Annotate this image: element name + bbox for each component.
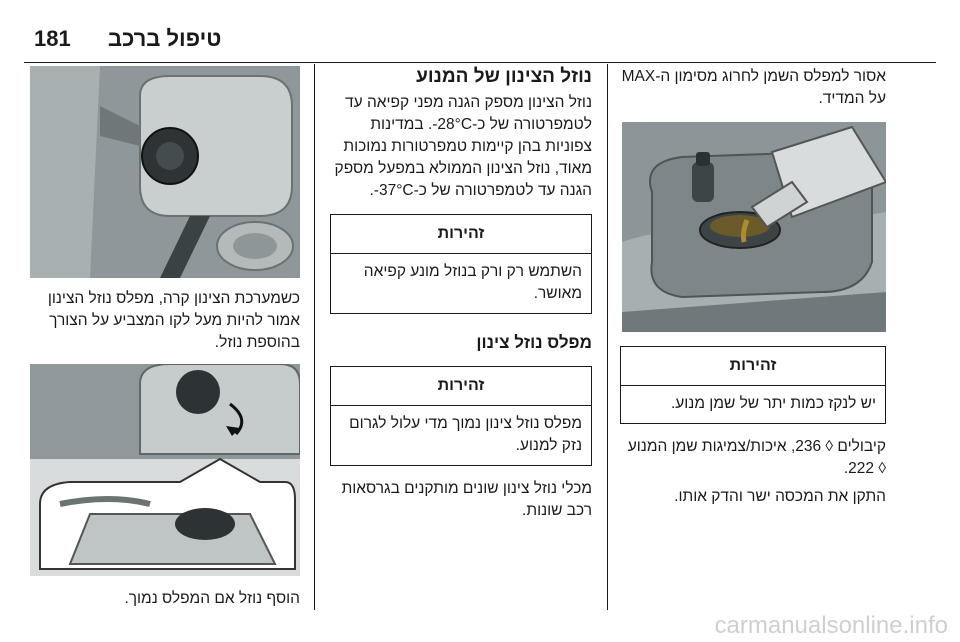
- capacity-reference-text[interactable]: קיבולים ◊ 236, איכות/צמיגות שמן המנוע ◊ 222.: [627, 438, 886, 477]
- site-watermark: carmanualsonline.info: [714, 612, 948, 639]
- chapter-title: טיפול ברכב: [108, 26, 222, 51]
- oil-notice-body: יש לנקז כמות יתר של שמן מנוע.: [670, 395, 876, 412]
- oil-max-text: אסור למפלס השמן לחרוג מסימון ה-MAX על המדיד.: [621, 68, 886, 107]
- coolant-containers-text: מכלי נוזל צינון שונים מותקנים בגרסאות רכב שונות.: [341, 480, 592, 519]
- low-coolant-notice-box: [330, 366, 592, 466]
- low-coolant-notice-title: זהירות: [331, 367, 591, 406]
- middle-column: [330, 64, 592, 522]
- low-coolant-notice-body: מפלס נוזל צינון נמוך מדי עלול לגרום נזק למנוע.: [349, 415, 582, 454]
- oil-filling-illustration: [622, 122, 886, 332]
- coolant-reservoir-illustration-1: [30, 66, 300, 278]
- antifreeze-notice-title: זהירות: [331, 215, 591, 254]
- antifreeze-notice-body: השתמש רק ורק בנוזל מונע קפיאה מאושר.: [363, 263, 582, 302]
- coolant-protection-text: נוזל הצינון מספק הגנה מפני קפיאה עד לטמפרטורה של כ-28°C-. במדינות צפוניות בהן קיימות טמפרטורות נמוכות מאוד, נוזל הצינון הממולא במפעל מספק הגנה עד לטמפרטורה של כ-37°C-.: [334, 94, 592, 199]
- cap-install-text: התקן את המכסה ישר והדק אותו.: [674, 488, 886, 505]
- page-number: 181: [34, 26, 71, 51]
- coolant-level-title: מפלס נוזל צינון: [476, 333, 592, 352]
- cold-level-text: כשמערכת הצינון קרה, מפלס נוזל הצינון אמור להיות מעל לקו המצביע על הצורך בהוספת נוזל.: [47, 290, 300, 351]
- left-column: [30, 64, 300, 610]
- oil-notice-box: [620, 346, 886, 424]
- coolant-section-title: נוזל הצינון של המנוע: [416, 66, 592, 87]
- oil-notice-title: זהירות: [621, 347, 885, 386]
- top-up-text: הוסף נוזל אם המפלס נמוך.: [124, 590, 300, 607]
- column-divider-right: [607, 64, 608, 610]
- antifreeze-notice-box: [330, 214, 592, 314]
- coolant-reservoir-illustration-2: [30, 364, 300, 576]
- page-header: [24, 24, 936, 64]
- right-column: [620, 64, 886, 508]
- column-divider-left: [314, 64, 315, 610]
- header-rule: [24, 62, 936, 63]
